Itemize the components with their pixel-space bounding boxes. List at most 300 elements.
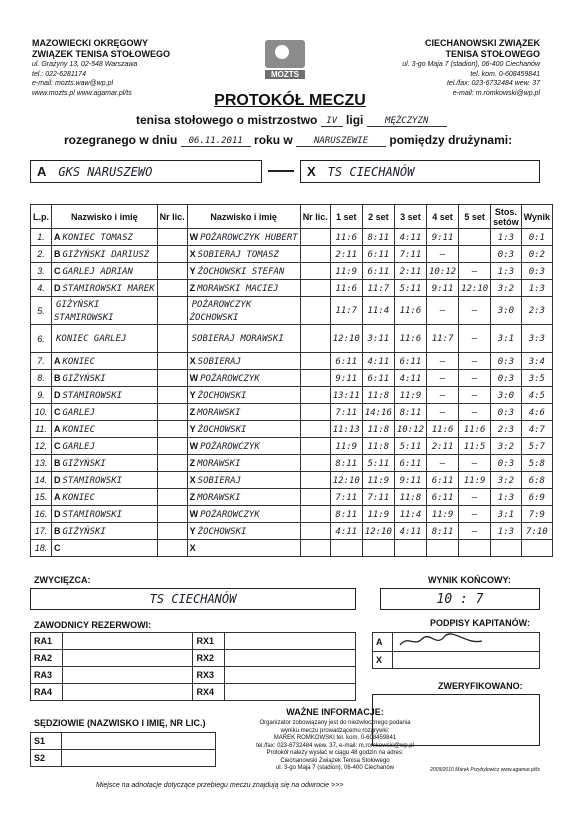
result-cell-value: 6:9 xyxy=(528,492,545,503)
set-4-cell[interactable] xyxy=(426,325,458,353)
right-player-cell[interactable] xyxy=(187,229,300,246)
captain-x-label: X xyxy=(373,652,393,669)
left-license-cell[interactable] xyxy=(157,353,187,370)
set-3-cell-value: 5:11 xyxy=(399,441,422,452)
left-player-cell[interactable] xyxy=(52,280,158,297)
team-x-field[interactable] xyxy=(300,160,540,183)
player-name: KONIEC xyxy=(62,356,96,367)
set-2-cell-value: 6:11 xyxy=(367,249,390,260)
set-2-cell[interactable] xyxy=(362,421,394,438)
result-cell[interactable] xyxy=(521,489,552,506)
set-3-cell[interactable] xyxy=(394,438,426,455)
rx2-field[interactable] xyxy=(225,650,356,667)
set-3-cell[interactable] xyxy=(394,523,426,540)
right-license-cell[interactable] xyxy=(300,280,330,297)
right-org-email: e-mail: m.romkowski@wp.pl xyxy=(452,89,540,97)
set-4-cell[interactable] xyxy=(426,455,458,472)
right-license-cell[interactable] xyxy=(300,263,330,280)
player-name: GARLEJ ADRIAN xyxy=(62,266,133,277)
set-5-cell-value: – xyxy=(471,356,478,367)
set-4-cell-value: 2:11 xyxy=(431,441,454,452)
sets-ratio-cell[interactable] xyxy=(491,540,522,557)
set-1-cell[interactable] xyxy=(330,404,362,421)
right-player-cell[interactable] xyxy=(187,246,300,263)
set-5-cell[interactable] xyxy=(459,438,491,455)
set-5-cell[interactable] xyxy=(459,472,491,489)
set-2-cell[interactable] xyxy=(362,280,394,297)
set-5-cell-value: – xyxy=(471,306,478,316)
result-cell[interactable] xyxy=(521,455,552,472)
result-cell[interactable] xyxy=(521,387,552,404)
sets-ratio-cell[interactable] xyxy=(491,353,522,370)
left-player-cell[interactable] xyxy=(52,263,158,280)
row-number-value: 15. xyxy=(34,492,48,502)
left-license-cell[interactable] xyxy=(157,455,187,472)
side-letter: B xyxy=(54,457,61,468)
set-1-cell[interactable] xyxy=(330,280,362,297)
set-3-cell[interactable] xyxy=(394,325,426,353)
reserves-label: ZAWODNICY REZERWOWI: xyxy=(34,620,152,630)
left-license-cell[interactable] xyxy=(157,297,187,325)
right-player-cell[interactable] xyxy=(187,263,300,280)
set-5-cell[interactable] xyxy=(459,404,491,421)
left-player-cell[interactable] xyxy=(52,404,158,421)
date-field[interactable]: 06.11.2011 xyxy=(181,136,251,147)
left-license-cell[interactable] xyxy=(157,438,187,455)
column-header: L.p. xyxy=(31,205,52,229)
right-license-cell[interactable] xyxy=(300,472,330,489)
captain-a-signature-field[interactable] xyxy=(392,633,539,652)
captain-x-signature-field[interactable] xyxy=(392,652,539,669)
set-4-cell-value: 9:11 xyxy=(431,283,454,294)
result-cell[interactable] xyxy=(521,438,552,455)
set-3-cell-value: 11:4 xyxy=(399,509,422,520)
right-player-cell[interactable] xyxy=(187,325,300,353)
sets-ratio-cell[interactable] xyxy=(491,421,522,438)
right-player-cell[interactable] xyxy=(187,438,300,455)
column-header: Nr lic. xyxy=(300,205,330,229)
result-cell[interactable] xyxy=(521,506,552,523)
set-5-cell[interactable] xyxy=(459,297,491,325)
set-5-cell[interactable] xyxy=(459,246,491,263)
rx1-label: RX1 xyxy=(193,633,225,650)
captain-a-label: A xyxy=(373,633,393,652)
result-cell-value: 0:2 xyxy=(528,249,545,260)
set-2-cell[interactable] xyxy=(362,540,394,557)
table-row xyxy=(31,523,553,540)
set-1-cell[interactable] xyxy=(330,370,362,387)
set-4-cell[interactable] xyxy=(426,540,458,557)
ra2-field[interactable] xyxy=(62,650,193,667)
left-org-name-2: ZWIĄZEK TENISA STOŁOWEGO xyxy=(32,49,170,59)
right-license-cell[interactable] xyxy=(300,404,330,421)
set-3-cell[interactable] xyxy=(394,540,426,557)
set-2-cell-value: 11:9 xyxy=(367,475,390,486)
set-4-cell-value: – xyxy=(439,390,446,401)
set-1-cell[interactable] xyxy=(330,506,362,523)
right-license-cell[interactable] xyxy=(300,489,330,506)
left-license-cell[interactable] xyxy=(157,506,187,523)
set-2-cell[interactable] xyxy=(362,472,394,489)
set-5-cell[interactable] xyxy=(459,370,491,387)
left-license-cell[interactable] xyxy=(157,387,187,404)
set-5-cell[interactable] xyxy=(459,506,491,523)
set-1-cell[interactable] xyxy=(330,455,362,472)
set-5-cell-value: 11:9 xyxy=(463,475,486,486)
set-3-cell[interactable] xyxy=(394,280,426,297)
left-license-cell[interactable] xyxy=(157,263,187,280)
result-cell[interactable] xyxy=(521,421,552,438)
player-name: STAMIROWSKI xyxy=(62,390,123,401)
column-header: Nazwisko i imię xyxy=(52,205,158,229)
right-license-cell[interactable] xyxy=(300,523,330,540)
set-1-cell[interactable] xyxy=(330,387,362,404)
set-1-cell[interactable] xyxy=(330,438,362,455)
set-3-cell-value: 10:12 xyxy=(396,424,424,435)
set-4-cell[interactable] xyxy=(426,370,458,387)
result-cell[interactable] xyxy=(521,246,552,263)
team-a-field[interactable] xyxy=(30,160,262,183)
set-2-cell[interactable] xyxy=(362,370,394,387)
place-field[interactable]: NARUSZEWIE xyxy=(296,136,386,147)
set-5-cell[interactable] xyxy=(459,280,491,297)
row-number-value: 14. xyxy=(34,475,48,485)
set-3-cell[interactable] xyxy=(394,455,426,472)
set-1-cell[interactable] xyxy=(330,263,362,280)
left-license-cell[interactable] xyxy=(157,325,187,353)
set-1-cell[interactable] xyxy=(330,229,362,246)
left-player-cell[interactable] xyxy=(52,489,158,506)
set-5-cell[interactable] xyxy=(459,489,491,506)
right-player-cell[interactable] xyxy=(187,297,300,325)
left-player-cell[interactable] xyxy=(52,455,158,472)
left-player-cell[interactable] xyxy=(52,472,158,489)
sets-ratio-cell[interactable] xyxy=(491,263,522,280)
left-player-cell[interactable] xyxy=(52,370,158,387)
side-letter: Y xyxy=(189,265,196,276)
set-5-cell[interactable] xyxy=(459,523,491,540)
set-4-cell[interactable] xyxy=(426,472,458,489)
set-2-cell-value: 5:11 xyxy=(367,458,390,469)
right-player-cell[interactable] xyxy=(187,472,300,489)
winner-field[interactable]: TS CIECHANÓW xyxy=(30,588,356,610)
set-5-cell-value: – xyxy=(471,407,478,418)
right-license-cell[interactable] xyxy=(300,455,330,472)
info-line: MAREK ROMKOWSKI tel. kom. 0-608459841 xyxy=(273,735,397,741)
right-player-cell[interactable] xyxy=(187,421,300,438)
right-license-cell[interactable] xyxy=(300,297,330,325)
right-license-cell[interactable] xyxy=(300,540,330,557)
result-cell[interactable] xyxy=(521,297,552,325)
left-player-cell[interactable] xyxy=(52,506,158,523)
set-5-cell[interactable] xyxy=(459,325,491,353)
sets-ratio-cell[interactable] xyxy=(491,246,522,263)
info-line: wyniku meczu prowadzącemu rozgrywki: xyxy=(280,727,390,734)
right-license-cell[interactable] xyxy=(300,229,330,246)
left-license-cell[interactable] xyxy=(157,421,187,438)
set-5-cell[interactable] xyxy=(459,421,491,438)
sets-ratio-cell[interactable] xyxy=(491,297,522,325)
set-2-cell-value: 11:7 xyxy=(367,283,390,294)
result-cell[interactable] xyxy=(521,280,552,297)
right-org-address: ul. 3-go Maja 7 (stadion), 06-400 Ciechanów xyxy=(402,61,540,68)
set-4-cell[interactable] xyxy=(426,489,458,506)
right-license-cell[interactable] xyxy=(300,325,330,353)
set-1-cell[interactable] xyxy=(330,489,362,506)
ra4-field[interactable] xyxy=(62,684,193,701)
left-license-cell[interactable] xyxy=(157,404,187,421)
right-player-cell[interactable] xyxy=(187,506,300,523)
sets-ratio-cell[interactable] xyxy=(491,455,522,472)
left-license-cell[interactable] xyxy=(157,472,187,489)
info-line: Protokół należy wysłać w ciągu 48 godzin na adres: xyxy=(266,750,404,756)
left-player-cell[interactable] xyxy=(52,540,158,557)
set-3-cell[interactable] xyxy=(394,506,426,523)
set-3-cell[interactable] xyxy=(394,229,426,246)
player-name: POŻAROWCZYK xyxy=(200,441,260,452)
ra3-field[interactable] xyxy=(62,667,193,684)
result-cell[interactable] xyxy=(521,472,552,489)
set-2-cell[interactable] xyxy=(362,263,394,280)
set-1-cell[interactable] xyxy=(330,421,362,438)
player-name: MORAWSKI xyxy=(197,492,241,503)
league-number-field[interactable]: IV xyxy=(321,116,343,127)
set-2-cell-value: 6:11 xyxy=(367,373,390,384)
set-3-cell[interactable] xyxy=(394,370,426,387)
result-cell[interactable] xyxy=(521,370,552,387)
set-5-cell-value: – xyxy=(471,492,478,503)
right-player-cell[interactable] xyxy=(187,404,300,421)
set-2-cell[interactable] xyxy=(362,404,394,421)
ra2-label: RA2 xyxy=(31,650,63,667)
sets-ratio-cell[interactable] xyxy=(491,280,522,297)
right-license-cell[interactable] xyxy=(300,353,330,370)
set-3-cell[interactable] xyxy=(394,353,426,370)
player-name: POŻAROWCZYK xyxy=(200,509,260,520)
sets-ratio-cell[interactable] xyxy=(491,506,522,523)
result-cell-value: 2:3 xyxy=(528,306,545,316)
set-5-cell[interactable] xyxy=(459,263,491,280)
sets-ratio-cell-value: 2:3 xyxy=(497,424,515,435)
final-score-field[interactable]: 10 : 7 xyxy=(380,588,540,610)
left-player-cell[interactable] xyxy=(52,387,158,404)
set-5-cell[interactable] xyxy=(459,455,491,472)
rx1-field[interactable] xyxy=(225,633,356,650)
table-row xyxy=(31,229,553,246)
info-line: tel./fax: 023-6732484 wew. 37, e-mail: m.romkowski@wp.pl xyxy=(256,742,414,749)
right-player-cell[interactable] xyxy=(187,353,300,370)
s2-field[interactable] xyxy=(62,750,216,767)
table-row xyxy=(31,506,553,523)
result-cell[interactable] xyxy=(521,540,552,557)
set-4-cell[interactable] xyxy=(426,404,458,421)
right-player-cell[interactable] xyxy=(187,540,300,557)
left-player-cell[interactable] xyxy=(52,421,158,438)
right-license-cell[interactable] xyxy=(300,438,330,455)
set-1-cell-value: 11:6 xyxy=(335,232,358,243)
set-2-cell[interactable] xyxy=(362,325,394,353)
sets-ratio-cell-value: 0:3 xyxy=(497,458,515,469)
set-2-cell[interactable] xyxy=(362,523,394,540)
rx4-label: RX4 xyxy=(193,684,225,701)
right-player-cell[interactable] xyxy=(187,489,300,506)
team-a-name: GKS NARUSZEWO xyxy=(58,164,153,179)
sets-ratio-cell[interactable] xyxy=(491,325,522,353)
set-1-cell-value: 11:9 xyxy=(335,441,358,452)
left-player-cell[interactable] xyxy=(52,246,158,263)
set-4-cell[interactable] xyxy=(426,263,458,280)
left-license-cell[interactable] xyxy=(157,370,187,387)
set-3-cell[interactable] xyxy=(394,297,426,325)
left-player-cell[interactable] xyxy=(52,297,158,325)
set-4-cell[interactable] xyxy=(426,387,458,404)
set-5-cell[interactable] xyxy=(459,387,491,404)
set-2-cell[interactable] xyxy=(362,229,394,246)
set-3-cell[interactable] xyxy=(394,489,426,506)
mozts-logo xyxy=(262,40,308,84)
set-4-cell[interactable] xyxy=(426,421,458,438)
result-cell[interactable] xyxy=(521,353,552,370)
set-3-cell[interactable] xyxy=(394,421,426,438)
set-2-cell-value: 11:8 xyxy=(367,424,390,435)
set-2-cell[interactable] xyxy=(362,489,394,506)
set-3-cell[interactable] xyxy=(394,246,426,263)
right-player-cell[interactable] xyxy=(187,387,300,404)
category-field[interactable]: MĘŻCZYZN xyxy=(367,116,447,127)
set-1-cell[interactable] xyxy=(330,297,362,325)
table-row xyxy=(31,263,553,280)
sets-ratio-cell[interactable] xyxy=(491,387,522,404)
result-cell[interactable] xyxy=(521,229,552,246)
set-4-cell-value: – xyxy=(439,458,446,469)
left-license-cell[interactable] xyxy=(157,540,187,557)
right-license-cell[interactable] xyxy=(300,387,330,404)
column-header: 4 set xyxy=(426,205,458,229)
right-license-cell[interactable] xyxy=(300,246,330,263)
table-row xyxy=(31,421,553,438)
s1-field[interactable] xyxy=(62,733,216,750)
set-2-cell[interactable] xyxy=(362,455,394,472)
set-2-cell[interactable] xyxy=(362,353,394,370)
ra1-label: RA1 xyxy=(31,633,63,650)
set-4-cell[interactable] xyxy=(426,523,458,540)
result-cell-value: 4:7 xyxy=(528,424,545,435)
player-name: STAMIROWSKI xyxy=(62,509,123,520)
right-player-cell[interactable] xyxy=(187,280,300,297)
rx4-field[interactable] xyxy=(225,684,356,701)
left-player-cell[interactable] xyxy=(52,438,158,455)
set-1-cell[interactable] xyxy=(330,325,362,353)
left-player-cell[interactable] xyxy=(52,353,158,370)
match-table xyxy=(30,204,553,557)
left-license-cell[interactable] xyxy=(157,489,187,506)
row-number-value: 18. xyxy=(34,543,48,553)
set-4-cell[interactable] xyxy=(426,438,458,455)
set-1-cell[interactable] xyxy=(330,353,362,370)
left-license-cell[interactable] xyxy=(157,229,187,246)
sets-ratio-cell[interactable] xyxy=(491,472,522,489)
right-player-cell[interactable] xyxy=(187,370,300,387)
set-4-cell[interactable] xyxy=(426,246,458,263)
row-number-value: 12. xyxy=(34,441,48,451)
right-license-cell[interactable] xyxy=(300,421,330,438)
set-3-cell[interactable] xyxy=(394,387,426,404)
side-letter: X xyxy=(189,542,196,553)
set-4-cell[interactable] xyxy=(426,280,458,297)
set-5-cell[interactable] xyxy=(459,229,491,246)
result-cell[interactable] xyxy=(521,404,552,421)
set-1-cell[interactable] xyxy=(330,246,362,263)
set-4-cell[interactable] xyxy=(426,229,458,246)
result-cell[interactable] xyxy=(521,263,552,280)
right-license-cell[interactable] xyxy=(300,506,330,523)
sets-ratio-cell[interactable] xyxy=(491,438,522,455)
row-number-value: 16. xyxy=(34,509,48,519)
left-license-cell[interactable] xyxy=(157,246,187,263)
sets-ratio-cell-value: 1:3 xyxy=(497,232,515,243)
sets-ratio-cell[interactable] xyxy=(491,404,522,421)
set-2-cell[interactable] xyxy=(362,506,394,523)
sets-ratio-cell[interactable] xyxy=(491,370,522,387)
left-license-cell[interactable] xyxy=(157,523,187,540)
set-5-cell-value: – xyxy=(471,266,478,277)
logo-text: MOZTS xyxy=(265,70,305,79)
set-1-cell[interactable] xyxy=(330,540,362,557)
set-5-cell[interactable] xyxy=(459,540,491,557)
set-5-cell[interactable] xyxy=(459,353,491,370)
ra1-field[interactable] xyxy=(62,633,193,650)
column-header: Stos. setów xyxy=(491,205,522,229)
set-2-cell[interactable] xyxy=(362,387,394,404)
set-4-cell[interactable] xyxy=(426,297,458,325)
side-letter: Z xyxy=(189,457,196,468)
set-2-cell-value: 11:8 xyxy=(367,390,390,401)
set-2-cell[interactable] xyxy=(362,438,394,455)
set-3-cell[interactable] xyxy=(394,404,426,421)
set-3-cell[interactable] xyxy=(394,263,426,280)
set-2-cell[interactable] xyxy=(362,246,394,263)
reserves-row xyxy=(31,650,356,667)
set-4-cell[interactable] xyxy=(426,353,458,370)
player-name: ŻOCHOWSKI xyxy=(197,424,247,435)
set-5-cell-value: – xyxy=(471,390,478,401)
left-player-cell[interactable] xyxy=(52,325,158,353)
rx3-field[interactable] xyxy=(225,667,356,684)
right-license-cell[interactable] xyxy=(300,370,330,387)
set-1-cell[interactable] xyxy=(330,523,362,540)
set-1-cell[interactable] xyxy=(330,472,362,489)
left-license-cell[interactable] xyxy=(157,280,187,297)
sets-ratio-cell-value: 1:3 xyxy=(497,266,515,277)
right-player-cell[interactable] xyxy=(187,523,300,540)
set-1-cell-value: 4:11 xyxy=(335,526,358,537)
result-cell[interactable] xyxy=(521,325,552,353)
set-3-cell[interactable] xyxy=(394,472,426,489)
result-cell[interactable] xyxy=(521,523,552,540)
sets-ratio-cell[interactable] xyxy=(491,489,522,506)
left-player-cell[interactable] xyxy=(52,523,158,540)
right-player-cell[interactable] xyxy=(187,455,300,472)
set-3-cell-value: 5:11 xyxy=(399,283,422,294)
sets-ratio-cell[interactable] xyxy=(491,229,522,246)
reserves-table xyxy=(30,632,356,701)
set-2-cell[interactable] xyxy=(362,297,394,325)
left-player-cell[interactable] xyxy=(52,229,158,246)
result-cell-value: 3:5 xyxy=(528,373,545,384)
sets-ratio-cell[interactable] xyxy=(491,523,522,540)
set-4-cell[interactable] xyxy=(426,506,458,523)
sets-ratio-cell-value: 0:3 xyxy=(497,356,515,367)
